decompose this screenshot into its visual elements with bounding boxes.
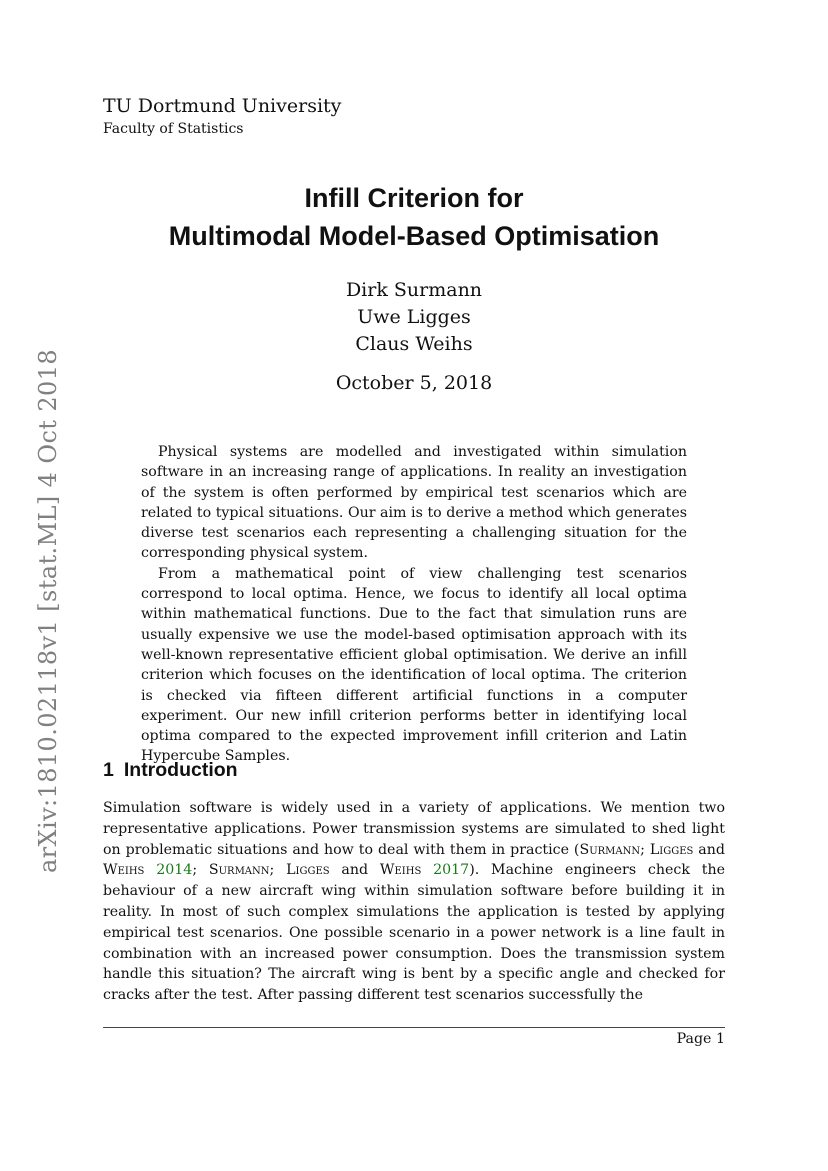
abstract-paragraph-1: Physical systems are modelled and investigated within simulation software in an increasing range of applications. In reality an investigation of the system is often performed by empirical test scenarios which are related to typical situations. Our aim is to derive a method which generates diverse test scenarios each representing a challenging situation for the corresponding physical system.: [141, 444, 687, 562]
footer-rule: [103, 1027, 725, 1028]
citation-space: [144, 862, 156, 878]
author-1: Dirk Surmann: [345, 279, 483, 301]
body-text-part-1: Simulation software is widely used in a variety of applications. We mention two representative applications. Power transmission systems are simulated to shed light on problematic situations and how to deal with them in practice (: [103, 800, 725, 858]
faculty-name: Faculty of Statistics: [103, 121, 244, 137]
citation-author: Surmann: [208, 862, 270, 879]
author-2: Uwe Ligges: [357, 306, 471, 328]
section-heading: [103, 757, 238, 783]
abstract-paragraph-2: From a mathematical point of view challenging test scenarios correspond to local optima. Hence, we focus to identify all local optima within mathematical functions. Due to the fact that simulation runs are usually expensive we use the model-based optimisation approach with its well-known representative efficient global optimisation. We derive an infill criterion which focuses on the identification of local optima. The criterion is checked via fifteen different artificial functions in a computer experiment. Our new infill criterion performs better in identifying local optima compared to the expected improvement infill criterion and Latin Hypercube Samples.: [141, 565, 687, 765]
citation-and: and: [329, 862, 380, 879]
citation-author: Ligges: [286, 862, 330, 879]
author-3: Claus Weihs: [355, 333, 473, 355]
citation-author: Ligges: [649, 841, 694, 858]
publication-date: October 5, 2018: [335, 372, 493, 394]
citation-author: Weihs: [379, 862, 422, 879]
citation-year-link[interactable]: 2017: [433, 862, 470, 879]
body-text-part-2: ). Machine engineers check the behaviour of a new aircraft wing within simulation software before building it in reality. In most of such complex simulations the application is tested by applying empirical test scenarios. One possible scenario in a power network is a line fault in combination with an increased power consumption. Does the transmission system handle this situation? The aircraft wing is bent by a specific angle and checked for cracks after the test. After passing different test scenarios successfully the: [103, 862, 725, 1004]
introduction-body: [103, 798, 725, 1006]
paper-title-line-1: Infill Criterion for: [304, 183, 524, 213]
abstract: [141, 442, 687, 767]
introduction-paragraph: [103, 798, 725, 1006]
section-title: Introduction: [123, 759, 238, 781]
paper-title-line-2: Multimodal Model-Based Optimisation: [168, 221, 660, 251]
institution-name: TU Dortmund University: [103, 95, 342, 117]
citation-year-link[interactable]: 2014: [156, 862, 193, 879]
citation-separator: ;: [192, 862, 209, 879]
citation-and: and: [693, 841, 725, 858]
citation-space: [421, 862, 433, 878]
page-number: Page 1: [676, 1031, 725, 1047]
arxiv-stamp: arXiv:1810.02118v1 [stat.ML] 4 Oct 2018: [34, 348, 62, 874]
citation-author: Surmann: [579, 841, 641, 858]
citation-separator: ;: [269, 862, 287, 879]
section-number: 1: [103, 759, 114, 781]
citation-separator: ;: [640, 841, 650, 858]
citation-author: Weihs: [103, 862, 145, 879]
